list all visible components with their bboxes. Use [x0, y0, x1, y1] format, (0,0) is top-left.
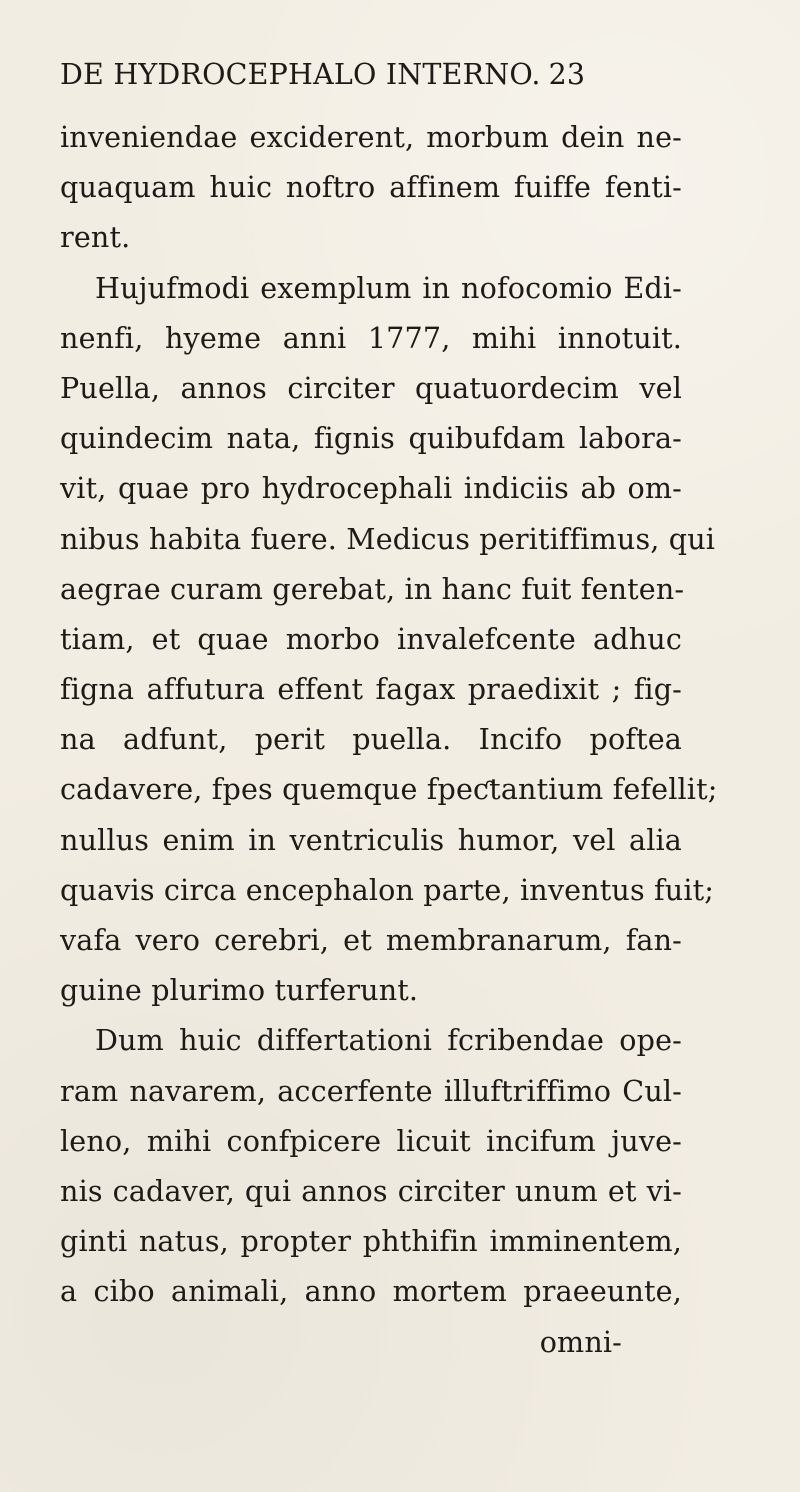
text-line: quaquam huic noftro affinem fuiffe fenti-	[60, 170, 682, 205]
text-line: nullus enim in ventriculis humor, vel alia	[60, 822, 682, 857]
text-line: Puella, annos circiter quatuordecim vel	[60, 370, 682, 405]
text-line: Hujufmodi exemplum in nofocomio Edi-	[95, 270, 682, 305]
text-line: inveniendae exciderent, morbum dein ne-	[60, 120, 682, 154]
text-line: vafa vero cerebri, et membranarum, fan-	[60, 923, 682, 957]
text-line: na adfunt, perit puella. Incifo poftea	[60, 722, 682, 757]
text-line: Dum huic differtationi fcribendae ope-	[95, 1023, 682, 1058]
text-line: a cibo animali, anno mortem praeeunte,	[60, 1274, 682, 1309]
text-line: nis cadaver, qui annos circiter unum et vi-	[60, 1173, 682, 1208]
catchword: omni-	[539, 1324, 622, 1359]
text-line: quindecim nata, fignis quibufdam labora-	[60, 421, 682, 456]
text-line: nibus habita fuere. Medicus peritiffimus, qui	[60, 521, 716, 556]
page-number: 23	[548, 58, 586, 91]
text-line: cadavere, fpes quemque fpeƈtantium fefellit;	[60, 772, 718, 807]
text-line: rent.	[60, 220, 131, 255]
running-title: DE HYDROCEPHALO INTERNO.	[60, 58, 541, 91]
text-line: nenfi, hyeme anni 1777, mihi innotuit.	[60, 320, 682, 355]
text-line: vit, quae pro hydrocephali indiciis ab om-	[60, 471, 682, 506]
text-line: leno, mihi confpicere licuit incifum juve-	[60, 1123, 682, 1158]
text-line: quavis circa encephalon parte, inventus fuit;	[60, 872, 715, 907]
text-line: tiam, et quae morbo invalefcente adhuc	[60, 621, 682, 656]
text-line: aegrae curam gerebat, in hanc fuit fenten-	[60, 571, 685, 606]
running-header	[60, 58, 660, 108]
text-line: figna affutura effent fagax praedixit ; fig-	[60, 672, 682, 707]
body-text	[60, 112, 718, 1367]
text-line: ginti natus, propter phthifin imminentem,	[60, 1224, 682, 1259]
text-line: ram navarem, accerfente illuftriffimo Cul-	[60, 1073, 682, 1108]
text-line: guine plurimo turferunt.	[60, 973, 419, 1008]
